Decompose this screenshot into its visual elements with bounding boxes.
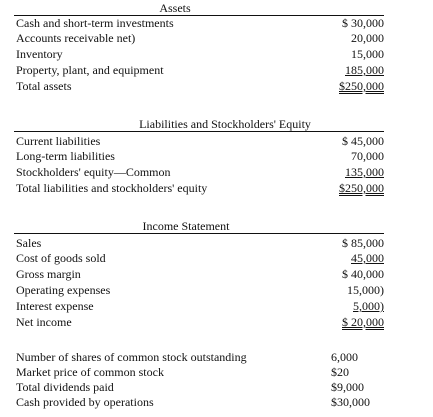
assets-row-label: Accounts receivable net) <box>16 31 136 45</box>
assets-row-value: 15,000 <box>351 47 384 61</box>
assets-row-label: Cash and short-term investments <box>16 16 174 30</box>
income-row-value: 15,000) <box>347 283 384 297</box>
liabilities-row-value: 135,000 <box>345 165 384 179</box>
income-row-label: Cost of goods sold <box>16 251 106 265</box>
assets-row-label: Inventory <box>16 47 63 61</box>
assets-row-value: 185,000 <box>345 63 384 77</box>
assets-row-value: $ 30,000 <box>342 16 384 30</box>
liabilities-row-label: Long-term liabilities <box>16 149 115 163</box>
income-row-value: 5,000) <box>353 299 384 313</box>
other-row-label: Cash provided by operations <box>16 395 154 409</box>
other-row-value: 6,000 <box>331 350 358 364</box>
income-row-label: Sales <box>16 236 42 250</box>
other-row-value: $20 <box>331 365 349 379</box>
income-row-label: Gross margin <box>16 267 81 281</box>
income-row-value: $ 85,000 <box>342 236 384 250</box>
income-row-label: Interest expense <box>16 299 94 313</box>
liabilities-row-value: 70,000 <box>351 149 384 163</box>
assets-heading: Assets <box>159 1 191 15</box>
income-heading: Income Statement <box>142 219 230 233</box>
liabilities-heading: Liabilities and Stockholders' Equity <box>139 117 311 131</box>
assets-row-value: 20,000 <box>351 31 384 45</box>
other-row-value: $9,000 <box>331 380 364 394</box>
net-income-value: $ 20,000 <box>342 315 384 329</box>
liabilities-total-value: $250,000 <box>339 181 384 195</box>
income-row-label: Operating expenses <box>16 283 111 297</box>
net-income-label: Net income <box>16 315 72 329</box>
other-row-label: Total dividends paid <box>16 380 114 394</box>
income-row-value: $ 40,000 <box>342 267 384 281</box>
assets-total-label: Total assets <box>16 79 72 93</box>
other-row-value: $30,000 <box>331 395 370 409</box>
assets-row-label: Property, plant, and equipment <box>16 63 164 77</box>
liabilities-row-label: Stockholders' equity—Common <box>16 165 171 179</box>
liabilities-row-label: Current liabilities <box>16 134 101 148</box>
liabilities-row-value: $ 45,000 <box>342 134 384 148</box>
other-row-label: Number of shares of common stock outstanding <box>16 350 247 364</box>
income-top-rule <box>14 233 384 234</box>
assets-total-value: $250,000 <box>339 79 384 93</box>
income-row-value: 45,000 <box>351 251 384 265</box>
other-row-label: Market price of common stock <box>16 365 164 379</box>
liabilities-top-rule <box>14 131 384 132</box>
liabilities-total-label: Total liabilities and stockholders' equity <box>16 181 208 195</box>
